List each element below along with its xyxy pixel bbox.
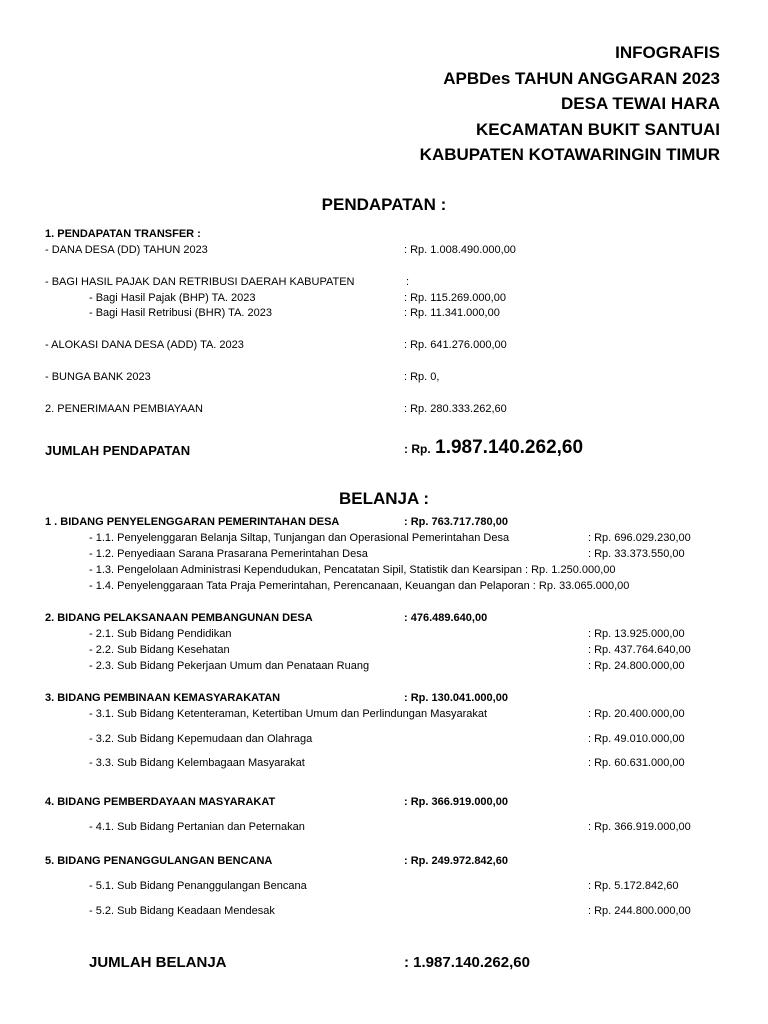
pendapatan-title: PENDAPATAN : [321, 195, 447, 214]
pendapatan-transfer-heading [0, 226, 768, 242]
row-value: : [406, 276, 410, 288]
row-label: - 2.2. Sub Bidang Kesehatan [89, 644, 230, 656]
pendapatan-bunga-row [0, 369, 768, 385]
row-value: : Rp. 13.925.000,00 [588, 628, 685, 640]
row-value: : Rp. 366.919.000,00 [404, 796, 508, 808]
header-regency: KABUPATEN KOTAWARINGIN TIMUR [419, 145, 720, 164]
row-label: - 1.4. Penyelenggaraan Tata Praja Pemerintahan, Perencanaan, Keuangan dan Pelaporan : Rp. 33.065.000,00 [89, 580, 630, 592]
belanja-bidang-4-row [0, 794, 768, 810]
belanja-5-2-row [0, 903, 768, 919]
total-value [404, 437, 583, 459]
pendapatan-bhp-row [0, 290, 768, 306]
row-label: - 3.2. Sub Bidang Kepemudaan dan Olahraga [89, 733, 313, 745]
pendapatan-bagi-hasil-row [0, 274, 768, 290]
belanja-bidang-5-row [0, 853, 768, 869]
belanja-5-1-row [0, 878, 768, 894]
row-label: - 1.2. Penyediaan Sarana Prasarana Pemerintahan Desa [89, 548, 368, 560]
row-value: : Rp. 49.010.000,00 [588, 733, 685, 745]
pendapatan-total-row [0, 437, 768, 461]
row-label: - 3.1. Sub Bidang Ketenteraman, Ketertiban Umum dan Perlindungan Masyarakat [89, 708, 488, 720]
row-value: : Rp. 696.029.230,00 [588, 532, 691, 544]
header-village: DESA TEWAI HARA [561, 94, 720, 113]
pendapatan-pembiayaan-row [0, 401, 768, 417]
pendapatan-dana-desa-row [0, 242, 768, 258]
belanja-2-2-row [0, 642, 768, 658]
row-label: - 5.1. Sub Bidang Penanggulangan Bencana [89, 880, 307, 892]
belanja-bidang-1-row [0, 514, 768, 530]
row-value: : 476.489.640,00 [404, 612, 488, 624]
row-label: 1 . BIDANG PENYELENGGARAN PEMERINTAHAN DESA [45, 516, 340, 528]
row-value: : Rp. 33.373.550,00 [588, 548, 685, 560]
row-value: : Rp. 1.008.490.000,00 [404, 244, 516, 256]
row-label: - 5.2. Sub Bidang Keadaan Mendesak [89, 905, 275, 917]
row-label: 3. BIDANG PEMBINAAN KEMASYARAKATAN [45, 692, 281, 704]
row-value: : Rp. 5.172.842,60 [588, 880, 679, 892]
belanja-3-2-row [0, 731, 768, 747]
row-value: : Rp. 437.764.640,00 [588, 644, 691, 656]
row-label: - Bagi Hasil Pajak (BHP) TA. 2023 [89, 292, 256, 304]
header-infografis: INFOGRAFIS [615, 43, 720, 62]
pendapatan-add-row [0, 337, 768, 353]
belanja-2-3-row [0, 658, 768, 674]
row-value: : Rp. 641.276.000,00 [404, 339, 507, 351]
row-label: - BAGI HASIL PAJAK DAN RETRIBUSI DAERAH KABUPATEN [45, 276, 355, 288]
header-apbdes-year: APBDes TAHUN ANGGARAN 2023 [443, 68, 720, 88]
belanja-1-3-row [0, 562, 768, 578]
row-label: - 2.3. Sub Bidang Pekerjaan Umum dan Penataan Ruang [89, 660, 370, 672]
belanja-3-3-row [0, 755, 768, 771]
row-value: : Rp. 24.800.000,00 [588, 660, 685, 672]
total-prefix: : Rp. [404, 442, 431, 456]
row-label: - 1.1. Penyelenggaran Belanja Siltap, Tunjangan dan Operasional Pemerintahan Desa [89, 532, 510, 544]
belanja-1-2-row [0, 546, 768, 562]
row-label: 2. PENERIMAAN PEMBIAYAAN [45, 403, 203, 415]
row-label: 5. BIDANG PENANGGULANGAN BENCANA [45, 855, 273, 867]
total-amount: 1.987.140.262,60 [435, 437, 584, 458]
belanja-1-1-row [0, 530, 768, 546]
row-label: - 4.1. Sub Bidang Pertanian dan Peternakan [89, 821, 305, 833]
row-value: : Rp. 130.041.000,00 [404, 692, 508, 704]
row-value: : Rp. 763.717.780,00 [404, 516, 508, 528]
row-value: : Rp. 280.333.262,60 [404, 403, 507, 415]
header-district: KECAMATAN BUKIT SANTUAI [476, 119, 720, 139]
row-label: - 2.1. Sub Bidang Pendidikan [89, 628, 232, 640]
row-value: : Rp. 115.269.000,00 [404, 292, 506, 304]
row-label: 2. BIDANG PELAKSANAAN PEMBANGUNAN DESA [45, 612, 313, 624]
belanja-1-4-row [0, 578, 768, 594]
belanja-title: BELANJA : [338, 489, 430, 508]
belanja-3-1-row [0, 706, 768, 722]
row-value: : Rp. 0, [404, 371, 440, 383]
total-label: JUMLAH PENDAPATAN [45, 443, 191, 458]
row-label: 1. PENDAPATAN TRANSFER : [45, 228, 201, 240]
row-value: : Rp. 366.919.000,00 [588, 821, 691, 833]
row-value: : Rp. 60.631.000,00 [588, 757, 685, 769]
row-value: : Rp. 249.972.842,60 [404, 855, 508, 867]
belanja-total-row [0, 952, 768, 976]
belanja-bidang-2-row [0, 610, 768, 626]
total-label: JUMLAH BELANJA [89, 954, 227, 971]
total-value: : 1.987.140.262,60 [404, 954, 530, 971]
belanja-bidang-3-row [0, 690, 768, 706]
document-header [420, 40, 720, 168]
pendapatan-bhr-row [0, 305, 768, 321]
row-label: - ALOKASI DANA DESA (ADD) TA. 2023 [45, 339, 244, 351]
row-label: - 3.3. Sub Bidang Kelembagaan Masyarakat [89, 757, 305, 769]
row-label: - DANA DESA (DD) TAHUN 2023 [45, 244, 208, 256]
row-label: - BUNGA BANK 2023 [45, 371, 151, 383]
belanja-2-1-row [0, 626, 768, 642]
row-label: - Bagi Hasil Retribusi (BHR) TA. 2023 [89, 307, 272, 319]
belanja-4-1-row [0, 819, 768, 835]
row-label: - 1.3. Pengelolaan Administrasi Kependudukan, Pencatatan Sipil, Statistik dan Kearsipan : Rp. 1.250.000,00 [89, 564, 616, 576]
row-value: : Rp. 11.341.000,00 [404, 307, 500, 319]
row-value: : Rp. 20.400.000,00 [588, 708, 685, 720]
row-label: 4. BIDANG PEMBERDAYAAN MASYARAKAT [45, 796, 276, 808]
row-value: : Rp. 244.800.000,00 [588, 905, 691, 917]
